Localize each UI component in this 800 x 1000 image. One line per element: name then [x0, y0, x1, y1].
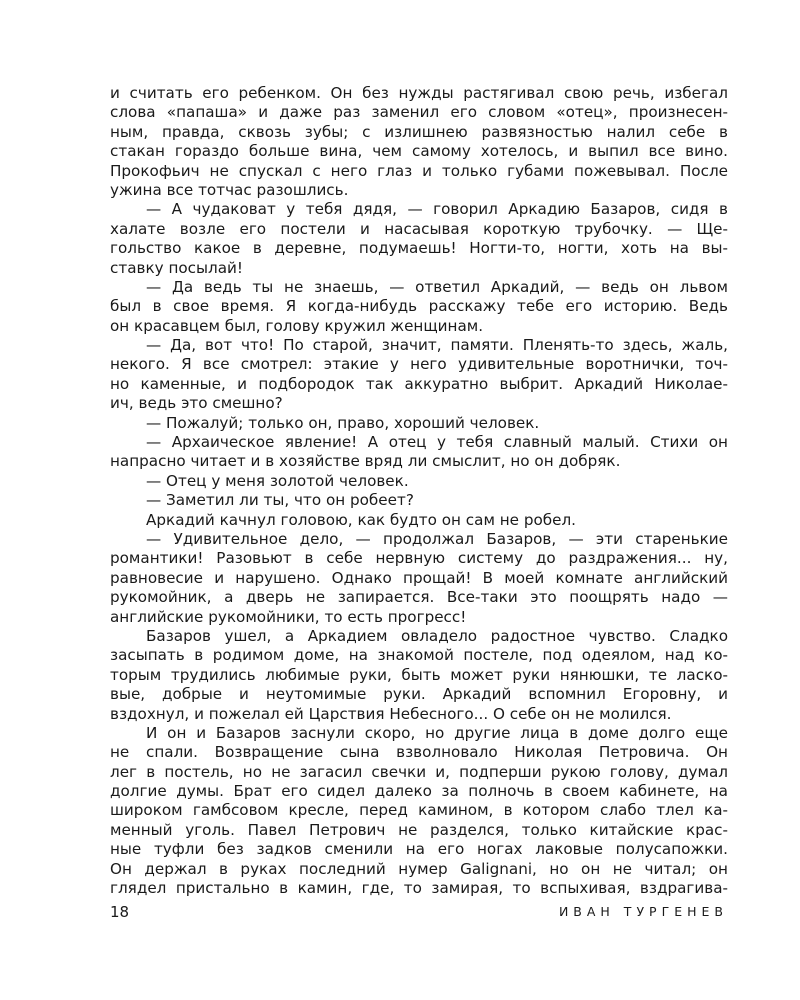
- text-line: Аркадий качнул головою, как будто он сам не робел.: [146, 510, 577, 529]
- text-line: слова «папаша» и даже раз заменил его словом «отец», произнесен-: [110, 103, 728, 122]
- text-line: гольство какое в деревне, подумаешь! Ногти-то, ногти, хоть на вы-: [110, 239, 728, 258]
- text-line: — А чудаковат у тебя дядя, — говорил Аркадию Базаров, сидя в: [146, 200, 728, 219]
- text-line: стакан гораздо больше вина, чем самому хотелось, и выпил все вино.: [110, 142, 728, 161]
- text-line: долгие думы. Брат его сидел далеко за полночь в своем кабинете, на: [110, 782, 728, 801]
- text-line: был в свое время. Я когда-нибудь расскажу тебе его историю. Ведь: [110, 297, 728, 316]
- text-line: не спали. Возвращение сына взволновало Николая Петровича. Он: [110, 743, 728, 762]
- text-line: но каменные, и подбородок так аккуратно выбрит. Аркадий Николаe-: [110, 374, 728, 393]
- text-line: широком гамбсовом кресле, перед камином, в котором слабо тлел ка-: [110, 801, 728, 820]
- text-line: — Да, вот что! По старой, значит, памяти. Пленять-то здесь, жаль,: [146, 336, 728, 355]
- text-line: английские рукомойники, то есть прогресс!: [110, 607, 467, 626]
- page-number: 18: [110, 903, 130, 921]
- text-line: равновесие и нарушено. Однако прощай! В моей комнате английский: [110, 568, 728, 587]
- text-line: ным, правда, сквозь зубы; с излишнею развязностью налил себе в: [110, 122, 728, 141]
- text-line: рукомойник, а дверь не запирается. Все-таки это поощрять надо —: [110, 588, 728, 607]
- text-line: — Да ведь ты не знаешь, — ответил Аркадий, — ведь он львом: [146, 277, 728, 296]
- text-line: напрасно читает и в хозяйстве вряд ли смыслит, но он добряк.: [110, 452, 621, 471]
- text-line: — Архаическое явление! А отец у тебя славный малый. Стихи он: [146, 433, 728, 452]
- text-line: романтики! Разовьют в себе нервную систему до раздражения... ну,: [110, 549, 728, 568]
- running-head: ИВАН ТУРГЕНЕВ: [558, 904, 728, 919]
- text-line: — Удивительное дело, — продолжал Базаров, — эти старенькие: [146, 529, 728, 548]
- text-line: и считать его ребенком. Он без нужды растягивал свою речь, избегал: [110, 84, 728, 102]
- text-line: засыпать в родимом доме, на знакомой постеле, под одеялом, над ко-: [110, 646, 728, 665]
- text-line: Он держал в руках последний нумер Galignani, но он не читал; он: [110, 859, 728, 878]
- text-line: ич, ведь это смешно?: [110, 394, 283, 413]
- text-line: — Отец у меня золотой человек.: [146, 471, 409, 490]
- text-line: он красавцем был, голову кружил женщинам.: [110, 316, 484, 335]
- text-line: И он и Базаров заснули скоро, но другие лица в доме долго еще: [146, 723, 728, 742]
- text-line: глядел пристально в камин, где, то замирая, то вспыхивая, вздрагива-: [110, 879, 728, 898]
- text-line: торым трудились любимые руки, быть может руки нянюшки, те ласко-: [110, 665, 728, 684]
- body-text: [110, 84, 728, 898]
- text-line: ужина все тотчас разошлись.: [110, 180, 349, 199]
- text-line: ные туфли без задков сменили на его ногах лаковые полусапожки.: [110, 840, 728, 859]
- text-line: — Заметил ли ты, что он робеет?: [146, 491, 414, 510]
- text-line: халате возле его постели и насасывая короткую трубочку. — Ще-: [110, 219, 728, 238]
- text-line: менный уголь. Павел Петрович не разделся, только китайские крас-: [110, 820, 728, 839]
- text-line: вздохнул, и пожелал ей Царствия Небесного... О себе он не молился.: [110, 704, 672, 723]
- text-line: — Пожалуй; только он, право, хороший человек.: [146, 413, 540, 432]
- text-line: некого. Я все смотрел: этакие у него удивительные воротнички, точ-: [110, 355, 728, 374]
- text-line: Прокофьич не спускал с него глаз и только губами пожевывал. После: [110, 161, 728, 180]
- text-line: ставку посылай!: [110, 258, 243, 277]
- text-line: вые, добрые и неутомимые руки. Аркадий вспомнил Егоровну, и: [110, 685, 728, 704]
- text-line: лег в постель, но не загасил свечки и, подперши рукою голову, думал: [110, 762, 728, 781]
- text-line: Базаров ушел, а Аркадием овладело радостное чувство. Сладко: [146, 626, 728, 645]
